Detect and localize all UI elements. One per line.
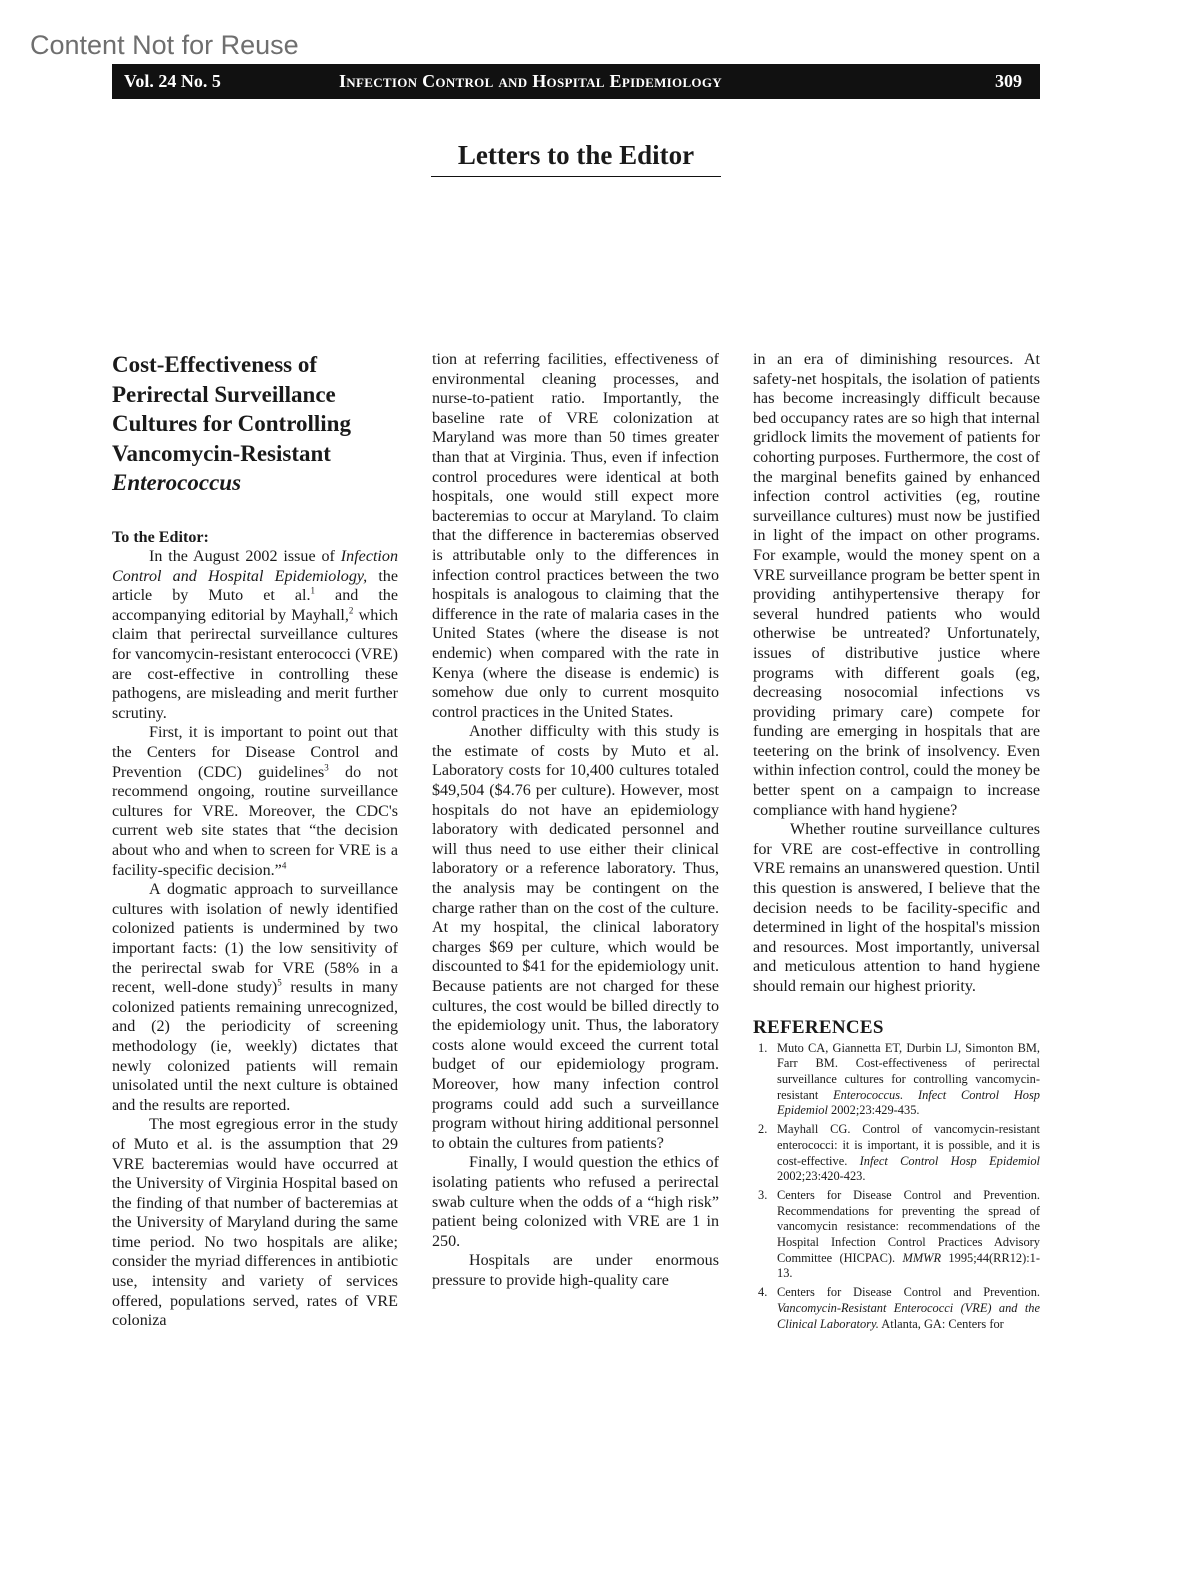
references-heading: REFERENCES bbox=[753, 1016, 884, 1038]
column-1 bbox=[112, 350, 398, 1331]
page-number: 309 bbox=[995, 71, 1022, 91]
watermark: Content Not for Reuse bbox=[30, 30, 299, 60]
running-header bbox=[112, 64, 1040, 99]
column-2 bbox=[432, 350, 719, 1291]
article-title-italic: Enterococcus bbox=[112, 470, 242, 495]
paragraph-3: A dogmatic approach to surveillance cultures with isolation of newly identified colonized patients is undermined by two important facts: (1) the low sensitivity of the perirectal swab for VRE (58% in a recent, well-done study)$^5$ results in many colonized patients remaining unrecognized, and (2) the periodicity of screening methodology (ie, weekly) dictates that newly colonized patients will remain unisolated until the next culture is obtained and the results are reported. bbox=[112, 881, 398, 1114]
paragraph-4: The most egregious error in the study of Muto et al. is the assumption that 29 VRE bacteremias would have occurred at the University of Virginia Hospital based on the finding of that number of bacteremias at the University of Maryland during the same time period. No two hospitals are alike; consider the myriad differences in antibiotic use, intensity and variety of services offered, populations served, rates of VRE coloniza bbox=[112, 1116, 398, 1330]
column-3 bbox=[753, 350, 1040, 1335]
paragraph-7: Hospitals are under enormous pressure to provide high-quality care bbox=[432, 1252, 719, 1289]
references-list bbox=[753, 1041, 1040, 1333]
paragraph-5: Another difficulty with this study is the estimate of costs by Muto et al. Laboratory costs for 10,400 cultures totaled $49,504 ($4.76 per culture). However, most hospitals do not have an epidemiology laboratory with dedicated personnel and will thus need to use either their clinical laboratory or a reference laboratory. Thus, the analysis may be contingent on the charge rather than on the cost of the culture. At my hospital, the clinical laboratory charges $69 per culture, which would be discounted to $41 for the epidemiology unit. Because patients are not charged for these cultures, the cost would be billed directly to the epidemiology unit. Thus, the laboratory costs alone would exceed the current total budget of our epidemiology program. Moreover, how many infection control programs could add such a surveillance program without hiring additional personnel to obtain the cultures from patients? bbox=[432, 723, 719, 1152]
reference-item: 3. Centers for Disease Control and Prevention. Recommendations for preventing the spread of vancomycin resistance: recommendations of the Hospital Infection Control Practices Advisory Committee (HICPAC). MMWR 1995;44(RR12):1-13. bbox=[758, 1187, 1040, 1281]
paragraph-6: Finally, I would question the ethics of isolating patients who refused a perirectal swab culture when the odds of a “high risk” patient being colonized with VRE are 1 in 250. bbox=[432, 1154, 719, 1250]
volume-issue: Vol. 24 No. 5 bbox=[124, 71, 221, 91]
paragraph-7-continued: in an era of diminishing resources. At safety-net hospitals, the isolation of patients has become increasingly difficult because bed occupancy rates are so high that internal gridlock limits the movement of patients for cohorting purposes. Furthermore, the cost of the marginal benefits gained by enhanced infection control activities (eg, routine surveillance cultures) must now be justified in light of the impact on other programs. For example, would the money spent on a VRE surveillance program be better spent in providing antihypertensive therapy for several hundred patients who would otherwise be untreated? Unfortunately, issues of distributive justice where programs with different goals (eg, decreasing nosocomial infections vs providing primary care) compete for funding are emerging in hospitals that are teetering on the brink of insolvency. Even within infection control, could the money be better spent on a campaign to increase compliance with hand hygiene? bbox=[753, 351, 1040, 819]
section-title: Letters to the Editor bbox=[431, 140, 721, 177]
article-title-text: Cost-Effectiveness of Perirectal Surveillance Cultures for Controlling Vancomycin-Resistant bbox=[112, 352, 351, 466]
paragraph-1: In the August 2002 issue of Infection Control and Hospital Epidemiology, the article by Muto et al.$^1$ and the accompanying editorial by Mayhall,$^2$ which claim that perirectal surveillance cultures for vancomycin-resistant enterococci (VRE) are cost-effective in controlling these pathogens, are misleading and merit further scrutiny. bbox=[112, 548, 398, 722]
salutation: To the Editor: bbox=[112, 528, 209, 546]
reference-item: 2. Mayhall CG. Control of vancomycin-resistant enterococci: it is important, it is possible, and it is cost-effective. Infect Control Hosp Epidemiol 2002;23:420-423. bbox=[758, 1122, 1041, 1184]
paragraph-4-continued: tion at referring facilities, effectiveness of environmental cleaning processes, and nurse-to-patient ratio. Importantly, the baseline rate of VRE colonization at Maryland was more than 50 times greater than that at Virginia. Thus, even if infection control procedures were identical at both hospitals, one would still expect more bacteremias to occur at Maryland. To claim that the difference in bacteremias observed is attributable only to the differences in infection control practices between the two hospitals is analogous to claiming that the difference in the rate of malaria cases in the United States (where the disease is not endemic) when compared with the rate in Kenya (where the disease is endemic) is somehow due only to current mosquito control practices in the United States. bbox=[432, 351, 719, 721]
reference-item: 1. Muto CA, Giannetta ET, Durbin LJ, Simonton BM, Farr BM. Cost-effectiveness of perirectal surveillance cultures for controlling vancomycin-resistant Enterococcus. Infect Control Hosp Epidemiol 2002;23:429-435. bbox=[758, 1040, 1040, 1118]
paragraph-2: First, it is important to point out that the Centers for Disease Control and Prevention (CDC) guidelines$^3$ do not recommend ongoing, routine surveillance cultures for VRE. Moreover, the CDC's current web site states that “the decision about who and when to screen for VRE is a facility-specific decision.”$^4$ bbox=[112, 724, 398, 879]
article-title bbox=[112, 350, 398, 498]
journal-title: Infection Control and Hospital Epidemiology bbox=[339, 71, 722, 91]
paragraph-8: Whether routine surveillance cultures for VRE are cost-effective in controlling VRE remains an unanswered question. Until this question is answered, I believe that the decision needs to be facility-specific and determined in light of the hospital's mission and resources. Most importantly, universal and meticulous attention to hand hygiene should remain our highest priority. bbox=[753, 821, 1040, 995]
reference-item: 4. Centers for Disease Control and Prevention. Vancomycin-Resistant Enterococci (VRE) and the Clinical Laboratory. Atlanta, GA: Centers for bbox=[758, 1285, 1040, 1331]
